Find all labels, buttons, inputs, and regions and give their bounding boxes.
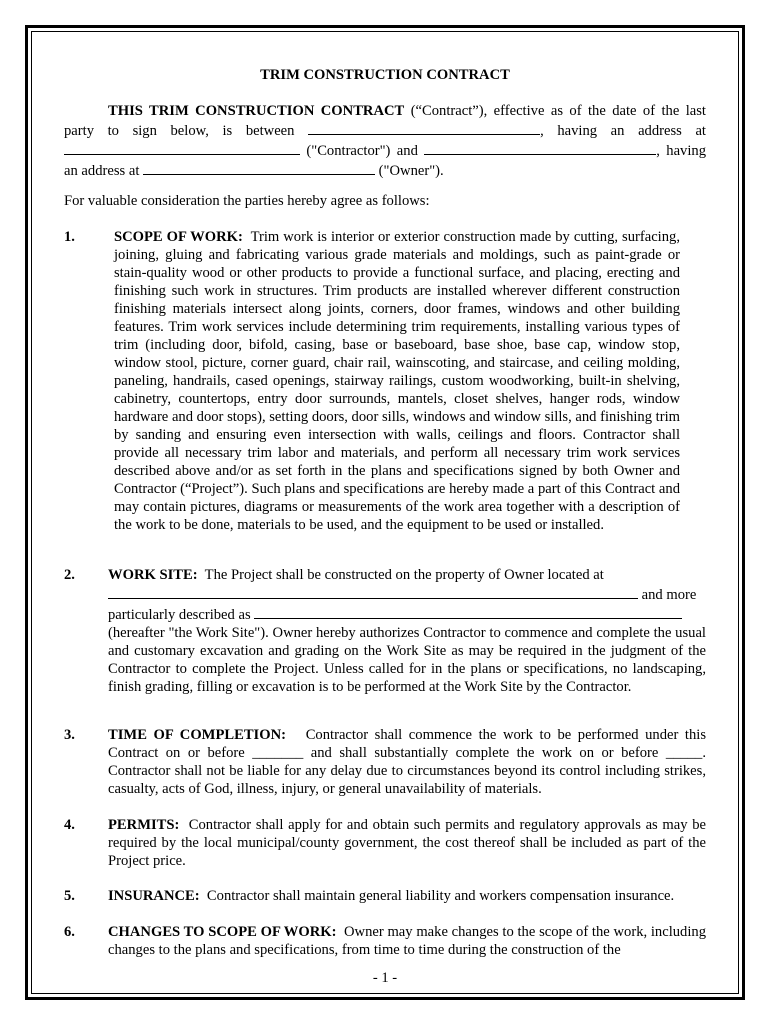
section-text: The Project shall be constructed on the property of Owner located at <box>204 567 604 583</box>
site-description-blank[interactable] <box>254 604 682 619</box>
intro-paragraph <box>64 102 706 180</box>
section-number: 2. <box>64 567 75 583</box>
site-location-blank[interactable] <box>108 584 638 599</box>
section-time-of-completion <box>64 726 706 798</box>
section-number: 3. <box>64 727 75 743</box>
section-text: Contractor shall apply for and obtain such permits and regulatory approvals as may be required by the local municipal/county government, the cost thereof shall be included as part of the Project price. <box>108 817 707 869</box>
section-number: 6. <box>64 924 75 940</box>
owner-name-blank[interactable] <box>424 140 656 155</box>
consideration-line: For valuable consideration the parties hereby agree as follows: <box>64 193 430 209</box>
intro-text-5: ("Owner"). <box>375 163 444 179</box>
section-number: 5. <box>64 888 75 904</box>
section-heading: CHANGES TO SCOPE OF WORK: <box>108 924 337 940</box>
section-changes-to-scope <box>64 923 706 959</box>
section-insurance <box>64 887 706 905</box>
section-text: Trim work is interior or exterior construction made by cutting, surfacing, joining, gluing and fabricating various grade materials and moldings, such as paint-grade or stain-quality wood or other products to provide a functional surface, and placing, erecting and finishing such work in structures. Trim products are installed wherever different construction finishing materials intersect along joints, corners, door frames, windows and other building features. Trim work services include determining trim requirements, installing various types of trim (including door, bifold, casing, base or baseboard, base shoe, base cap, window stop, window stool, picture, corner guard, chair rail, wainscoting, and staircase, and ceiling molding, paneling, handrails, cased openings, stairway railings, custom woodworking, built-in shelving, cabinetry, countertops, entry door surrounds, mantels, closet shelves, hanger rods, window hardware and door stops), setting doors, door sills, windows and window sills, and finishing trim by sanding and ensuring even intersection with walls, ceilings and floors. Contractor shall provide all necessary trim labor and materials, and perform all necessary trim work services described above and/or as set forth in the plans and specifications signed by both Owner and Contractor (“Project”). Such plans and specifications are hereby made a part of this Contract and may contain pictures, diagrams or measurements of the work area together with a description of the work to be done, materials to be used, and the equipment to be used or installed. <box>114 229 680 533</box>
section-heading: WORK SITE: <box>108 567 198 583</box>
section-work-site <box>64 566 706 696</box>
section-text: Contractor shall maintain general liability and workers compensation insurance. <box>206 888 675 904</box>
section-heading: INSURANCE: <box>108 888 200 904</box>
section-heading: PERMITS: <box>108 817 180 833</box>
section-number: 4. <box>64 817 75 833</box>
page-number: - 1 - <box>372 970 398 986</box>
section-scope-of-work <box>64 228 706 534</box>
section-permits <box>64 816 706 870</box>
intro-text-4: , having an address at <box>64 143 706 179</box>
party-name-blank[interactable] <box>308 120 540 135</box>
document-title: TRIM CONSTRUCTION CONTRACT <box>260 67 510 83</box>
section-text: and more particularly described as <box>108 587 697 623</box>
section-text: Contractor shall commence the work to be performed under this Contract on or before _______ and shall substantially complete the work on or before _____. Contractor shall not be liable for any delay due to circumstances beyond its control including strikes, casualty, acts of God, illness, injury, or general unavailability of materials. <box>108 727 707 797</box>
intro-text-3: ("Contractor") and <box>300 143 425 159</box>
intro-lead: THIS TRIM CONSTRUCTION CONTRACT <box>108 103 405 119</box>
section-heading: TIME OF COMPLETION: <box>108 727 286 743</box>
section-number: 1. <box>64 229 75 245</box>
owner-address-blank[interactable] <box>143 160 375 175</box>
intro-text-2: , having an address at <box>540 123 706 139</box>
section-text: (hereafter "the Work Site"). Owner hereby authorizes Contractor to commence and complete the usual and customary excavation and grading on the Work Site as may be required in the judgment of the Contractor to complete the Project. Unless called for in the plans or specifications, no landscaping, finish grading, filling or excavation is to be performed at the Work Site by the Contractor. <box>108 625 706 695</box>
section-text: Owner may make changes to the scope of the work, including changes to the plans and specifications, from time to time during the construction of the <box>108 924 707 958</box>
contractor-address-blank[interactable] <box>64 140 300 155</box>
section-heading: SCOPE OF WORK: <box>114 229 243 245</box>
intro-text-1: (“Contract”), effective as of the date of the last party to sign below, is between <box>64 103 706 139</box>
